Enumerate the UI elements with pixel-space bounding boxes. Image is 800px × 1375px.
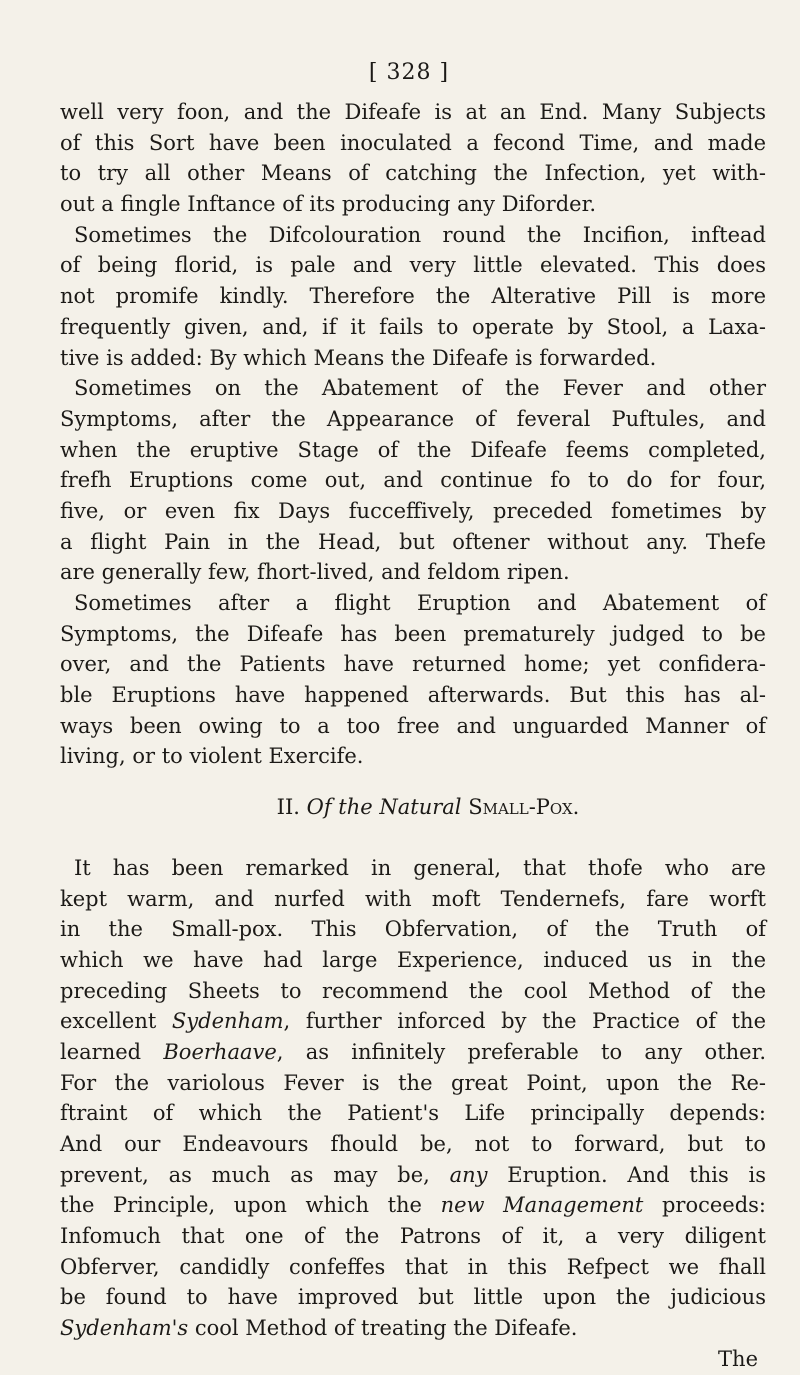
emphasis: new Management [440,1193,644,1218]
section-numeral: II. [276,795,300,820]
text-run: learned [60,1039,164,1064]
person-name: Sydenham [171,1009,284,1034]
text-run: Eruption. And this is [487,1162,766,1187]
text-line [60,1037,766,1068]
text-line: Sometimes on the Abatement of the Fever and other [74,376,766,401]
person-name: Boerhaave [163,1039,277,1064]
text-line: be found to have improved but little upon the judicious [60,1285,766,1310]
section-title-caps: Small-Pox. [468,795,580,820]
text-line: out a fingle Inftance of its producing any Diforder. [60,192,596,217]
text-line: Sometimes after a flight Eruption and Abatement of [74,591,766,615]
text-line [60,1006,766,1037]
text-line: frefh Eruptions come out, and continue fo to do for four, [60,468,766,493]
text-line: to try all other Means of catching the Infection, yet with- [60,161,766,186]
paragraph-4 [60,588,766,772]
text-line: which we have had large Experience, induced us in the [60,947,766,972]
text-line: Sometimes the Difcolouration round the Incifion, inftead [74,222,766,247]
text-run: prevent, as much as may be, [60,1162,450,1187]
text-line: It has been remarked in general, that thofe who are [74,855,766,880]
text-line: over, and the Patients have returned home; yet confidera- [60,652,766,677]
text-line: of being florid, is pale and very little elevated. This does [60,253,766,278]
catchword: The [718,1346,758,1371]
text-line [60,1313,766,1344]
text-run: , further inforced by the Practice of the [283,1009,766,1034]
text-line [60,1160,766,1191]
text-line: Infomuch that one of the Patrons of it, a very diligent [60,1224,766,1249]
text-run: excellent [60,1009,172,1034]
text-line: Symptoms, the Difeafe has been prematurely judged to be [60,621,766,646]
paragraph-2 [60,220,766,373]
paragraph-1 [60,97,766,220]
text-line: in the Small-pox. This Obfervation, of the Truth of [60,917,766,942]
text-line: not promife kindly. Therefore the Alterative Pill is more [60,284,766,309]
text-run: , as infinitely preferable to any other. [276,1039,766,1064]
text-line: frequently given, and, if it fails to operate by Stool, a Laxa- [60,314,766,339]
paragraph-5 [60,853,766,1344]
text-line: For the variolous Fever is the great Point, upon the Re- [60,1070,766,1095]
text-line: when the eruptive Stage of the Difeafe feems completed, [60,437,766,462]
text-run: proceeds: [643,1193,766,1218]
text-line: of this Sort have been inoculated a fecond Time, and made [60,130,766,155]
text-line: Symptoms, after the Appearance of feveral Puftules, and [60,406,766,431]
text-line: And our Endeavours fhould be, not to forward, but to [60,1132,766,1156]
body-text [60,97,766,1375]
text-line: are generally few, fhort-lived, and feldom ripen. [60,560,570,585]
text-line: a flight Pain in the Head, but oftener without any. Thefe [60,529,766,554]
page-number: [ 328 ] [368,60,450,85]
section-title-italic: Of the Natural [306,795,462,820]
paragraph-3 [60,373,766,588]
text-line: Obferver, candidly confeffes that in this Refpect we fhall [60,1254,766,1279]
text-line [60,1190,766,1221]
person-name: Sydenham's [60,1316,189,1341]
text-line: kept warm, and nurfed with moft Tendernefs, fare worft [60,886,766,911]
text-line: ble Eruptions have happened afterwards. But this has al- [60,683,766,708]
emphasis: any [449,1162,488,1187]
text-line: tive is added: By which Means the Difeafe is forwarded. [60,345,657,370]
page-header [0,60,800,85]
text-line: ftraint of which the Patient's Life principally depends: [60,1101,766,1126]
text-line: ways been owing to a too free and unguarded Manner of [60,713,766,738]
text-line: preceding Sheets to recommend the cool Method of the [60,978,766,1003]
section-heading [60,792,766,823]
text-line: five, or even fix Days fucceffively, preceded fometimes by [60,498,766,523]
text-run: cool Method of treating the Difeafe. [188,1316,578,1341]
text-run: the Principle, upon which the [60,1193,441,1218]
text-line: well very foon, and the Difeafe is at an End. Many Subjects [60,100,766,124]
text-line: living, or to violent Exercife. [60,744,364,769]
